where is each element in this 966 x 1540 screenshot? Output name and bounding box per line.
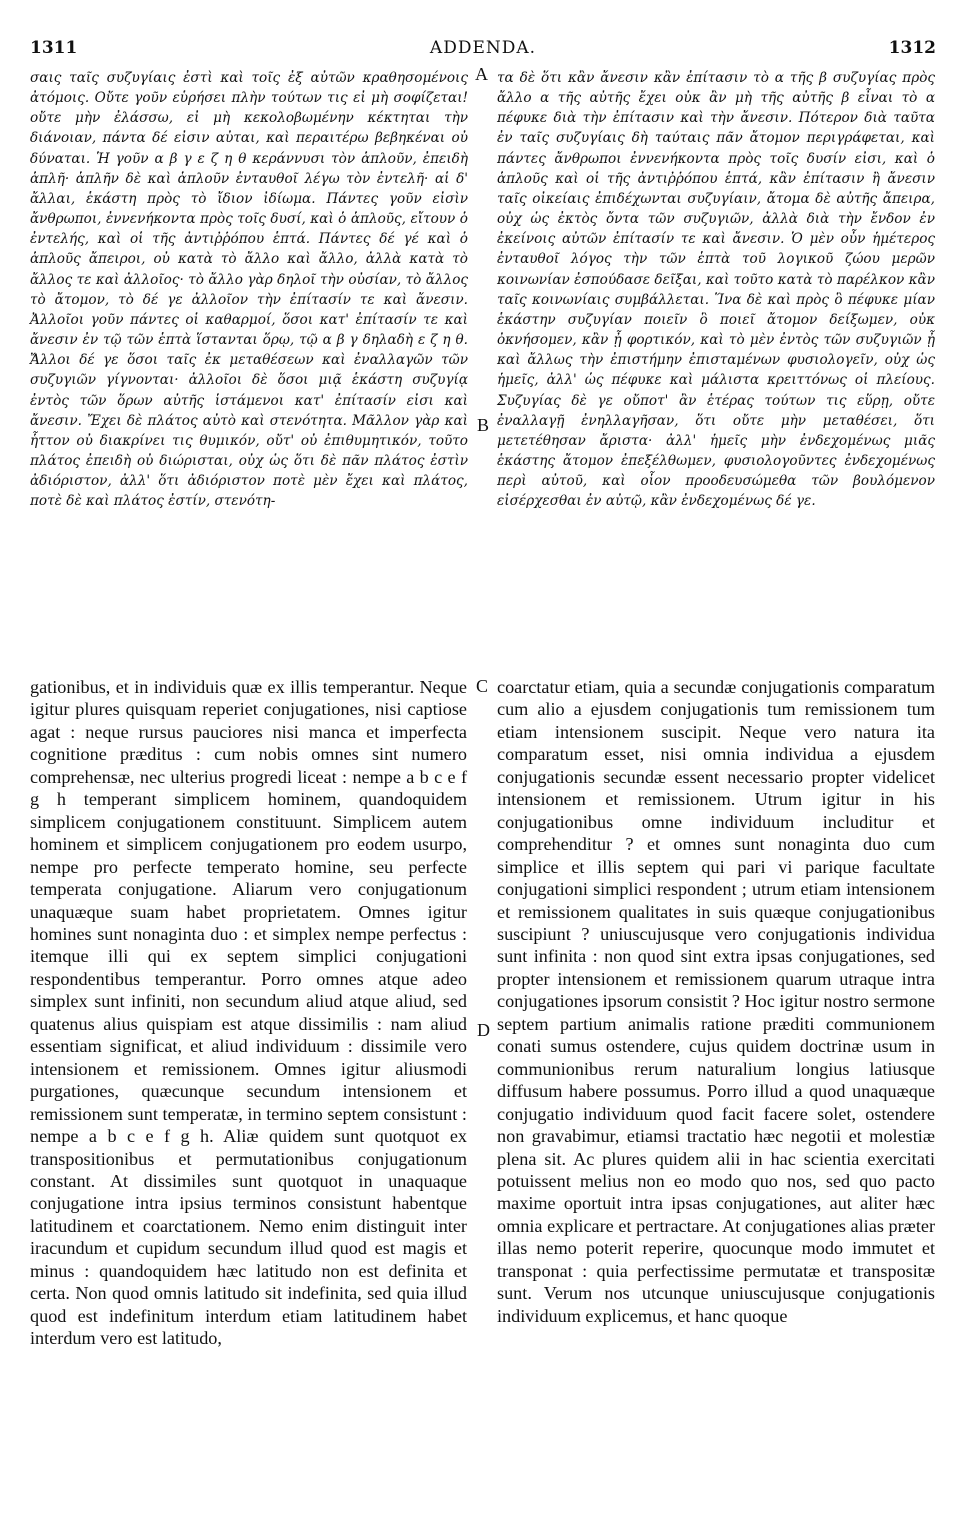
running-title: ADDENDA. xyxy=(429,38,537,58)
margin-marker-b: B xyxy=(477,415,490,435)
margin-marker-d: D xyxy=(477,1020,490,1040)
latin-column-left: gationibus, et in individuis quæ ex illis temperantur. Neque igitur plures quisquam reperiet conjugationes, nisi captiose agat : neque rursus pauciores nisi manca et imperfecta cognitione præditus : cum nobis omnes sint numero comprehensæ, nec ulterius progredi liceat : nempe a b c e f g h temperant simplicem hominem, quandoquidem simplicem conjugationem constituunt. Simplicem autem hominem et simplicem conjugationem pro eodem usurpo, nempe pro perfecte temperato homine, seu perfecte temperata conjugatione. Aliarum vero conjugationum unaquæque suam habet proprietatem. Omnes igitur homines sunt nonaginta duo : et simplex nempe perfectus : itemque illi qui ex septem simplici conjugationi respondentibus temperantur. Porro omnes atque adeo simplex sunt infiniti, non secundum aliud atque aliud, sed quatenus alius quispiam est atque dissimilis : nam aliud essentiam significat, et aliud individuum : dissimile vero intensionem et remissionem. Omnes igitur aliusmodi purgationes, quæcunque secundum intensionem et remissionem sunt temperatæ, in termino septem consistunt : nempe a b c e f g h. Aliæ quidem sunt quotquot ex transpositionibus et permutationibus conjugationum constant. At dissimiles sunt quotquot in unaquaque conjugatione intra ipsius terminos consistunt habentque latitudinem et coarctationem. Nemo enim distinguit inter iracundum et cupidum secundum illud quod est magis et minus : quandoquidem hæc latitudo non est definita et certa. Non quod omnis latitudo sit indefinita, sed quia illud quod est indefinitum interdum etiam latitudinem habet interdum vero est latitudo, xyxy=(30,677,467,1349)
latin-column-right: coarctatur etiam, quia a secundæ conjugationis comparatum cum alio a ejusdem conjugationis tum remissionem tum etiam intensionem suscipit. Neque vero natura ita comparatum esset, nisi omnia individua a ejusdem conjugationis secundæ essent necessario propter videlicet intensionem et remissionem. Utrum igitur in his conjugationibus omne individuum includitur et comprehenditur ? et omnes sunt nonaginta duo cum simplice et illis septem qui pari vi parique facultate conjugationi simplici respondent ; utrum etiam intensionem et remissionem qualitates in suis quæque conjugationibus suscipiunt ? uniuscujusque vero conjugationis individua sunt infinita : non quod sint extra ipsas conjugationes, sed propter intensionem et remissionem quarum utraque intra conjugationes ipsorum consistit ? Hoc igitur nostro sermone septem partium animalis ratione præditi communionem conati sumus ostendere, cujus quidem doctrinæ usum in communionibus rerum naturalium longius latiusque diffusum habere possumus. Porro illud a quod unaquæque conjugatio individuum quod facit facere solet, ostendere non gravabimur, etiamsi tractatio hæc negotii et molestiæ plena sit. Ac plures quidem alii in hac scientia exercitati potuissent melius non eo modo quo nos, sed quo pacto maxime oportuit intra ipsas conjugationes, aut aliter hæc omnia explicare et pertractare. At conjugationes alias præter illas nemo poterit reperire, quocunque modo immutet et transponat : quia perfectissime permutatæ et transpositæ sunt. Verum nos utcunque uniuscujusque conjugationis individuum explicemus, et hanc quoque xyxy=(497,677,935,1326)
margin-marker-a: A xyxy=(475,64,488,84)
greek-column-left: σαις ταῖς συζυγίαις ἐστὶ καὶ τοῖς ἐξ αὐτῶν κραθησομένοις ἀτόμοις. Οὔτε γοῦν εὑρήσει πλὴν τούτων τις εἰ μὴ σοφίζεται! οὔτε μὴν ἐλάσσω, εἰ μὴ κεκολοβωμένην κέκτηται τὴν διάνοιαν, πάντα δέ εἰσιν αὐται, καὶ περαιτέρω βεβηκέναι οὐ δύναται. Ἡ γοῦν α β γ ε ζ η θ κεράννυσι τὸν ἁπλοῦν, ἐπειδὴ ἁπλῆ· ἁπλῆν δὲ καὶ ἁπλοῦν ἐνταυθοῖ λέγω τὸν ἐντελῆ· αἱ δ' ἄλλαι, ἑκάστη πρὸς τὸ ἴδιον ἰδίωμα. Πάντες γοῦν εἰσὶν ἄνθρωποι, ἐννενήκοντα πρὸς τοῖς δυσί, καὶ ὁ ἁπλοῦς, εἴτουν ὁ ἐντελής, καὶ οἱ τῆς ἀντιῤῥόπου ἑπτά. Πάντες δέ γέ καὶ ὁ ἁπλοῦς ἄπειροι, οὐ κατὰ τὸ ἄλλο καὶ ἄλλο, ἀλλὰ κατὰ τὸ ἄλλος τε καὶ ἀλλοῖος· τὸ ἄλλο γὰρ δηλοῖ τὴν οὐσίαν, τὸ ἄλλος τὸ ἄτομον, τὸ δέ γε ἀλλοῖον τὴν ἐπίτασίν τε καὶ ἄνεσιν. Ἀλλοῖοι γοῦν πάντες οἱ καθαρμοί, ὅσοι κατ' ἐπίτασίν τε καὶ ἄνεσιν ἐν τῷ τῶν ἑπτὰ ἵστανται ὅρῳ, τῷ α β γ δηλαδὴ ε ζ η θ. Ἄλλοι δέ γε ὅσοι ταῖς ἐκ μεταθέσεων καὶ ἐναλλαγῶν τῶν συζυγιῶν γίγνονται· ἀλλοῖοι δὲ ὅσοι μιᾷ ἑκάστη συζυγίᾳ ἐντὸς τῶν ὅρων αὐτῆς ἱστάμενοι κατ' ἐπίτασίν εἰσι καὶ ἄνεσιν. Ἔχει δὲ πλάτος αὐτὸ καὶ στενότητα. Μᾶλλον γὰρ καὶ ἧττον οὐ διακρίνει τις θυμικόν, οὔτ' οὐ ἐπιθυμητικόν, τοῦτο πλάτος ἐπειδὴ οὐ διώρισται, οὐχ ὡς ὅτι δὲ πᾶν πλάτος ἐστὶν ἀδιόριστον, ἀλλ' ὅτι ἀδιόριστον ποτὲ μὲν ἔχει καὶ πλάτος, ποτὲ δὲ καὶ πλάτος ἐστίν, στενότη- xyxy=(30,70,468,510)
right-page-number: 1312 xyxy=(888,38,936,58)
greek-column-right: τα δὲ ὅτι κἂν ἄνεσιν κἂν ἐπίτασιν τὸ α τῆς β συζυγίας πρὸς ἄλλο α τῆς αὐτῆς ἔχει οὐκ ἂν μὴ τῆς αὐτῆς β εἶναι τὸ α πέφυκε διὰ τὴν ἐπίτασιν καὶ τὴν ἄνεσιν. Πότερον διὰ ταῦτα ἐν ταῖς συζυγίαις δὴ ταύταις πᾶν ἄτομον περιγράφεται, καὶ πάντες ἄνθρωποι ἐννενήκοντα πρὸς τοῖς δυσίν εἰσι, καὶ ὁ ἁπλοῦς καὶ οἱ τῆς ἀντιῤῥόπου ἑπτά, κἂν ἐπίτασιν ἢ ἄνεσιν ταῖς οἰκείαις ἐπιδέχωνται συζυγίαιν, ἄτομα δὲ αὐτῆς ἄπειρα, οὐχ ὡς ἐκτὸς ὄντα τῶν συζυγιῶν, ἀλλὰ διὰ τὴν ἔνδον ἐν ἐκείνοις αὐτῶν ἐπίτασίν τε καὶ ἄνεσιν. Ὁ μὲν οὖν ἡμέτερος ἐνταυθοῖ λόγος τὴν τῶν ἑπτὰ τοῦ λογικοῦ ζώου μερῶν κοινωνίαν ἐσπούδασε δεῖξαι, καὶ τοῦτο κατὰ τὸ παρέλκον κἂν ταῖς κοινωνίαις συμβάλλεται. Ἵνα δὲ καὶ πρὸς ὃ πέφυκε μίαν ἑκάστην συζυγίαν ποιεῖν ὃ ποιεῖ ἄτομον δείξωμεν, οὐκ ὀκνήσομεν, κἂν ᾖ φορτικόν, καὶ τὸ μὲν ἐντὸς τῶν συζυγιῶν ᾖ καὶ ἄλλως τὴν ἐπιστήμην ἐπισταμένων φυσιολογεῖν, οὐχ ὡς ἡμεῖς, ἀλλ' ὡς πέφυκε καὶ μάλιστα κρειττόνως οἱ πλείους. Συζυγίας δὲ γε οὔποτ' ἂν ἑτέρας τούτων τις εὕρῃ, οὔτε ἐναλλαγῇ ἐνηλλαγῆσαν, ὅτι οὔτε μὴν μεταθέσει, ὅτι μετετέθησαν ἄριστα· ἀλλ' ἡμεῖς μὴν ἐνδεχομένως μιᾶς ἑκάστης ἄτομον ἐπεξέλθωμεν, φυσιολογοῦντες ἐνδεχομένως περὶ αὐτοῦ, καὶ οἷον προοδευσώμεθα τῶν βουλόμενον εἰσέρχεσθαι ἐν αὐτῷ, κἂν ἐνδεχομένως δέ γε. xyxy=(497,70,935,510)
left-page-number: 1311 xyxy=(30,38,78,58)
margin-marker-c: C xyxy=(476,676,489,696)
